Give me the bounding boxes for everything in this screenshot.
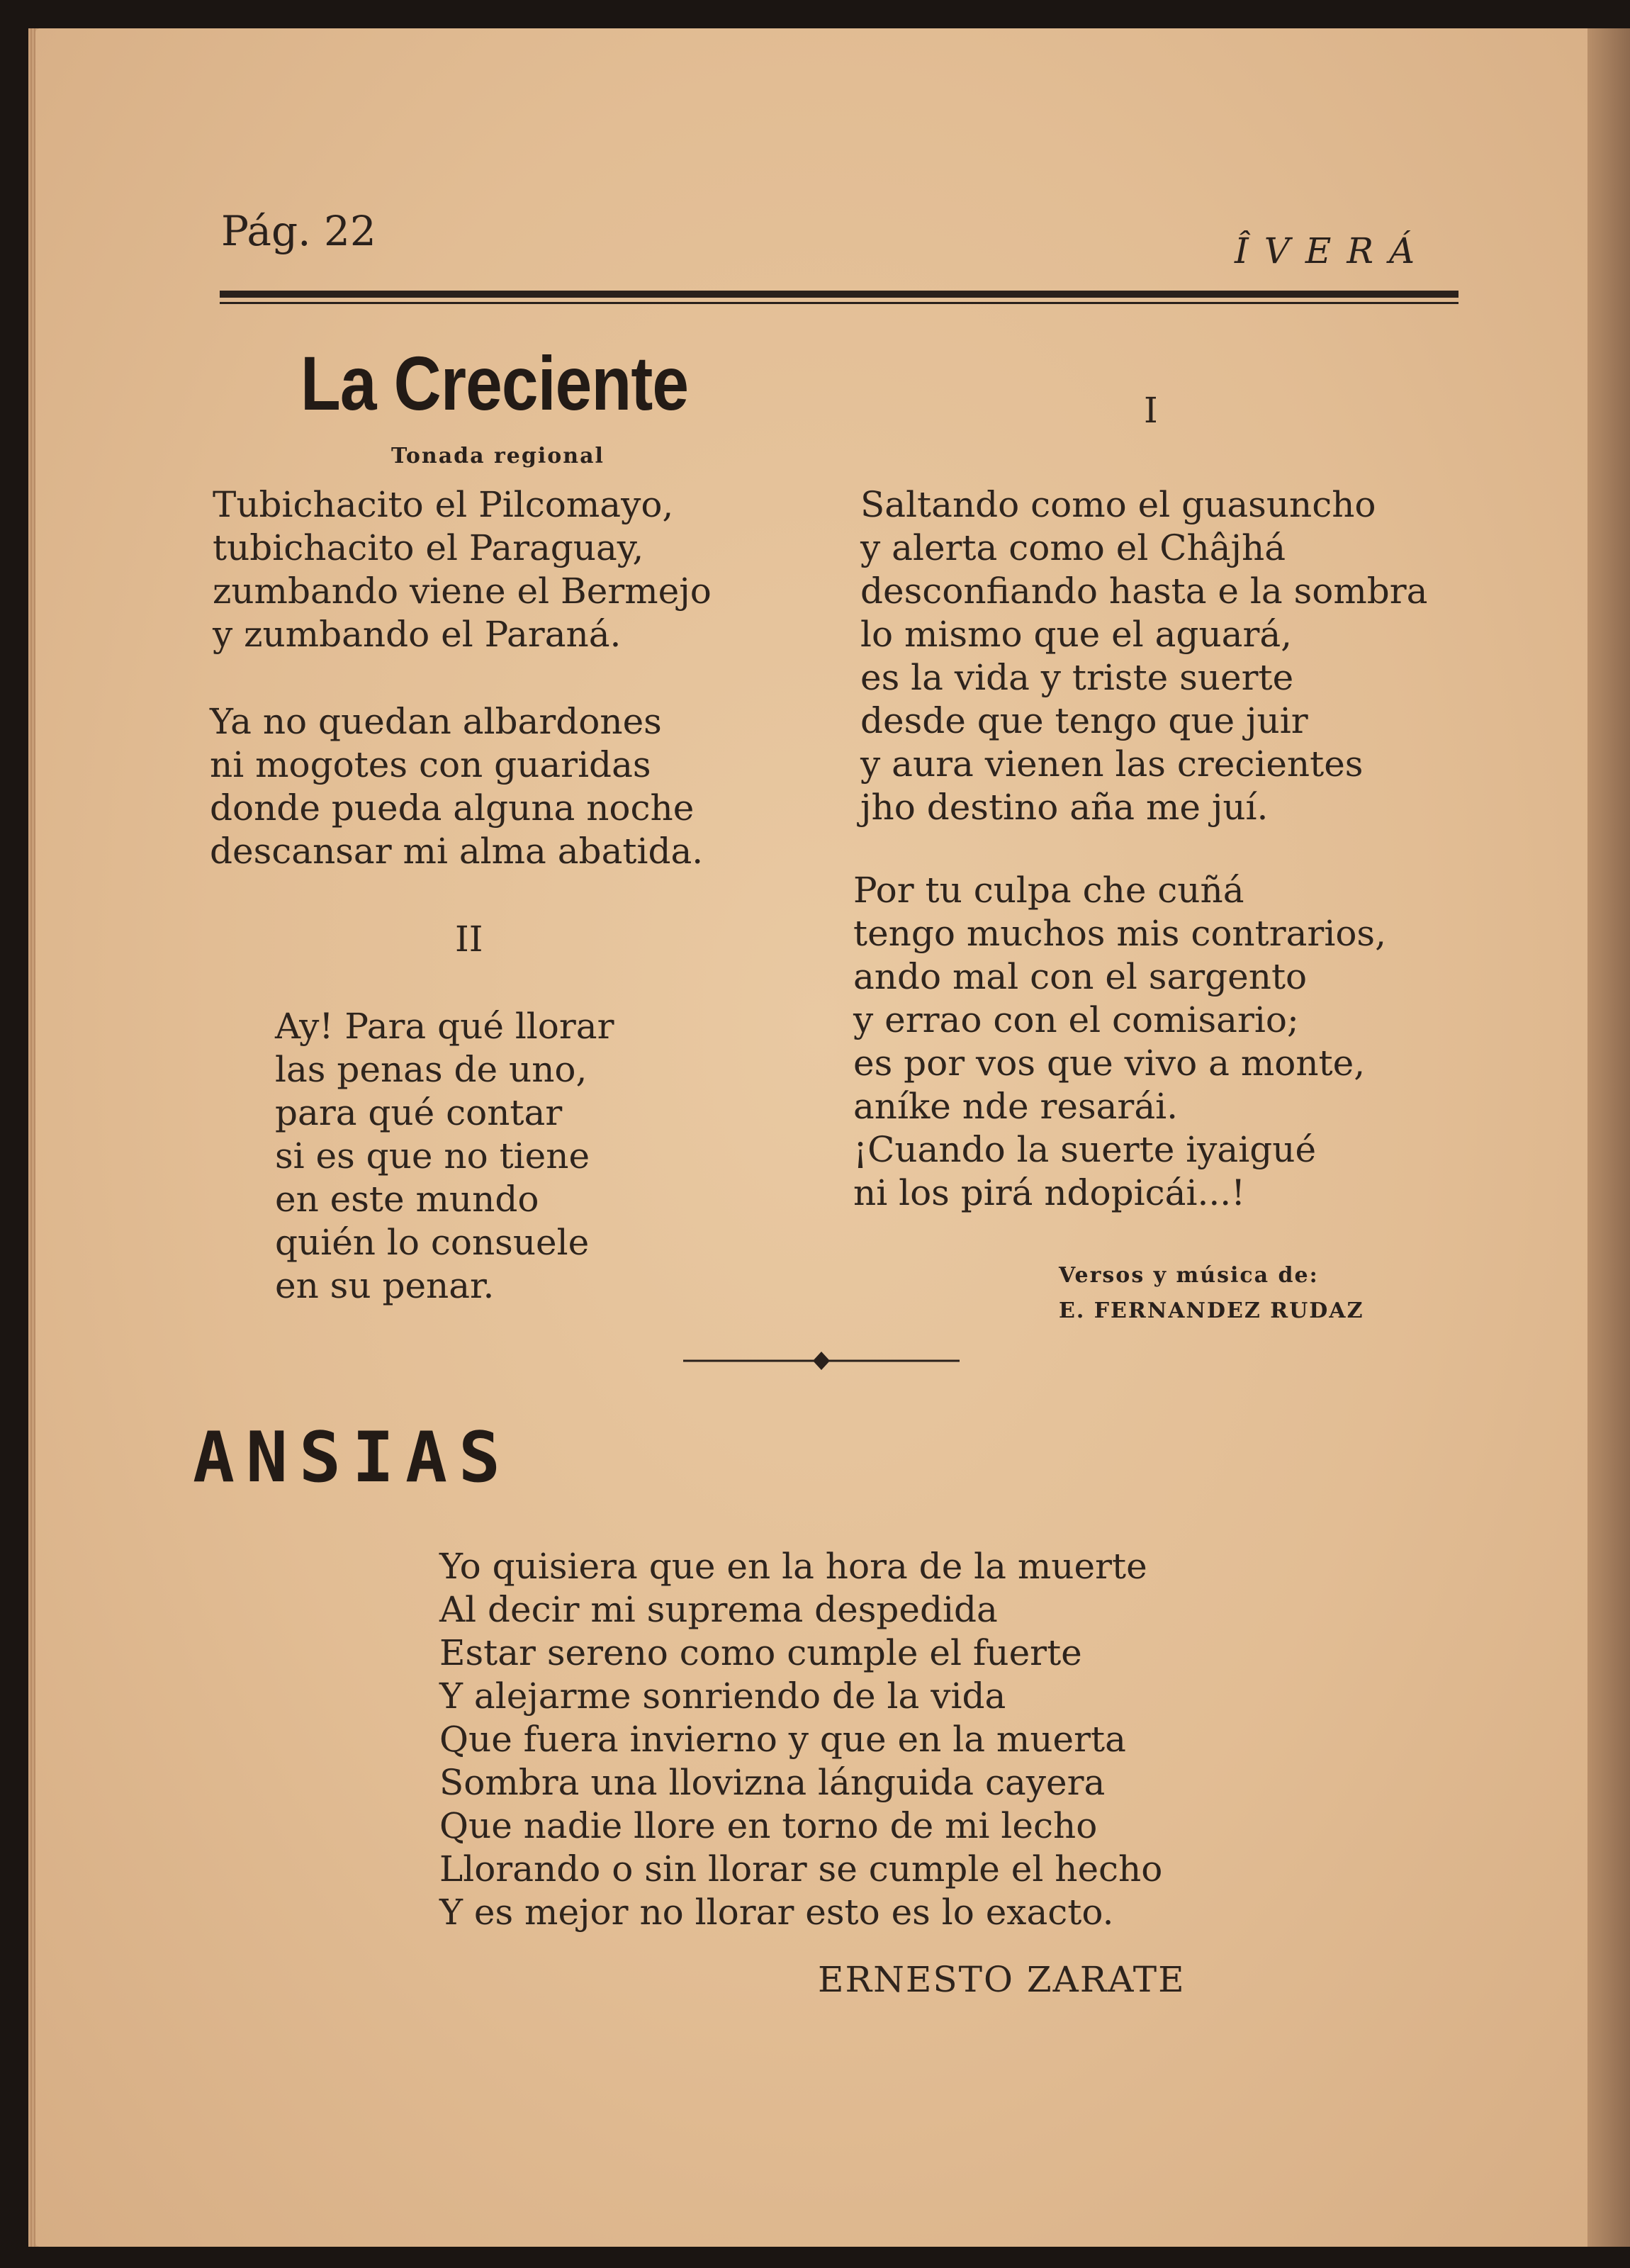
verse-line: Ay! Para qué llorar: [275, 1006, 614, 1047]
verse-line: es la vida y triste suerte: [860, 657, 1294, 698]
verse-line: en este mundo: [275, 1179, 539, 1220]
stanza-2: [210, 700, 703, 873]
verse-line: y errao con el comisario;: [853, 999, 1299, 1040]
verse-line: para qué contar: [275, 1092, 563, 1133]
verse-line: ni los pirá ndopicái...!: [853, 1172, 1246, 1213]
verse-line: Estar sereno como cumple el fuerte: [439, 1632, 1082, 1673]
verse-line: Por tu culpa che cuñá: [853, 870, 1244, 911]
verse-line: Saltando como el guasuncho: [860, 484, 1376, 525]
verse-line: lo mismo que el aguará,: [860, 614, 1293, 655]
verse-line: descansar mi alma abatida.: [210, 831, 704, 872]
poem-title-la-creciente: La Creciente: [300, 340, 689, 426]
header-rule-thin: [220, 302, 1458, 304]
verse-line: aníke nde resarái.: [853, 1086, 1179, 1127]
section-numeral-i: I: [1144, 390, 1158, 431]
verse-line: quién lo consuele: [275, 1222, 590, 1263]
verse-line: es por vos que vivo a monte,: [853, 1043, 1366, 1084]
verse-line: Llorando o sin llorar se cumple el hecho: [439, 1848, 1163, 1890]
verse-line: desde que tengo que juir: [860, 700, 1308, 741]
verse-line: Sombra una llovizna lánguida cayera: [439, 1762, 1106, 1803]
poem-subtitle: Tonada regional: [391, 444, 605, 468]
verse-line: Yo quisiera que en la hora de la muerte: [439, 1546, 1147, 1587]
verse-line: zumbando viene el Bermejo: [213, 571, 712, 612]
stanza-5: [853, 869, 1386, 1215]
verse-line: ni mogotes con guaridas: [210, 744, 651, 785]
verse-line: tengo muchos mis contrarios,: [853, 913, 1386, 954]
verse-line: Tubichacito el Pilcomayo,: [213, 484, 674, 525]
ansias-verses: [439, 1545, 1162, 1934]
verse-line: Y es mejor no llorar esto es lo exacto.: [439, 1892, 1114, 1933]
verse-line: y aura vienen las crecientes: [860, 743, 1364, 785]
verse-line: y zumbando el Paraná.: [213, 614, 622, 655]
verse-line: Que nadie llore en torno de mi lecho: [439, 1805, 1098, 1846]
stanza-3: [275, 1005, 614, 1308]
poem-title-ansias: ANSIAS: [193, 1418, 512, 1498]
verse-line: jho destino aña me juí.: [860, 787, 1269, 828]
section-numeral-ii: II: [455, 919, 483, 960]
verse-line: Al decir mi suprema despedida: [439, 1589, 998, 1630]
stanza-4: [860, 483, 1427, 829]
verse-line: si es que no tiene: [275, 1135, 590, 1177]
verse-line: donde pueda alguna noche: [210, 787, 695, 829]
verse-line: y alerta como el Châjhá: [860, 527, 1286, 568]
credit-author: E. FERNANDEZ RUDAZ: [1059, 1298, 1364, 1323]
verse-line: tubichacito el Paraguay,: [213, 527, 644, 568]
facing-page-edge: [1587, 28, 1630, 2247]
verse-line: Que fuera invierno y que en la muerta: [439, 1719, 1126, 1760]
magazine-title: ÎVERÁ: [1235, 230, 1431, 271]
verse-line: ando mal con el sargento: [853, 956, 1308, 997]
verse-line: Ya no quedan albardones: [210, 701, 662, 742]
verse-line: desconfiando hasta e la sombra: [860, 571, 1428, 612]
verse-line: ¡Cuando la suerte iyaigué: [853, 1129, 1317, 1170]
credit-label: Versos y música de:: [1059, 1263, 1319, 1288]
header-rule: [220, 291, 1458, 298]
signature: ERNESTO ZARATE: [818, 1959, 1186, 2000]
verse-line: las penas de uno,: [275, 1049, 588, 1090]
page-number: Pág. 22: [221, 207, 376, 255]
verse-line: Y alejarme sonriendo de la vida: [439, 1675, 1006, 1717]
verse-line: en su penar.: [275, 1265, 495, 1306]
stanza-1: [213, 483, 712, 656]
ornament-divider: [683, 1350, 960, 1371]
